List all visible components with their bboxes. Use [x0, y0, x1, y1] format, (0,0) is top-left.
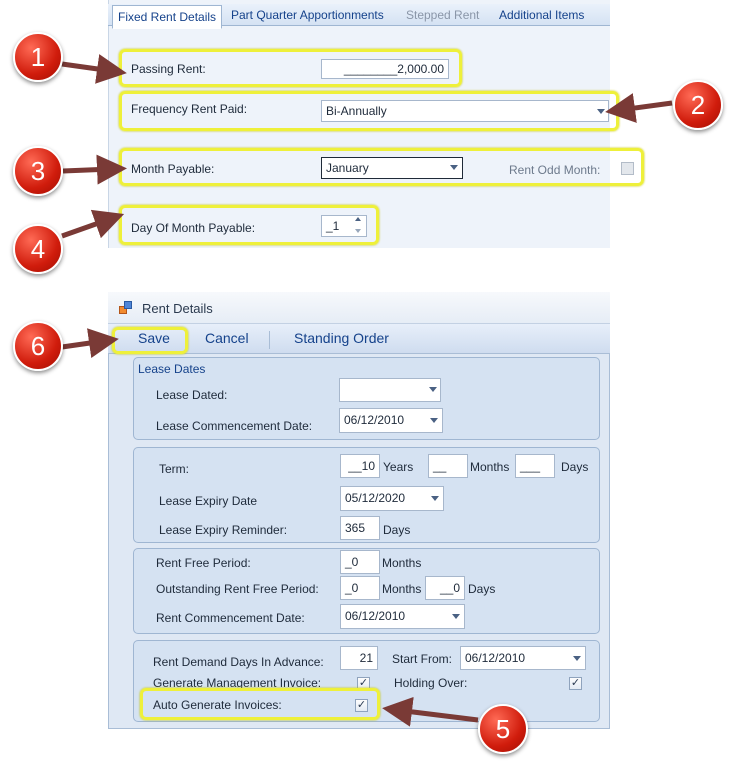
term-days-input[interactable]: ___ [515, 454, 555, 478]
window-titlebar [108, 292, 610, 324]
passing-rent-input[interactable]: ________2,000.00 [321, 59, 449, 79]
rent-commencement-date-value: 06/12/2010 [345, 609, 406, 623]
highlight-save [112, 327, 188, 354]
frequency-rent-paid-value: Bi-Annually [326, 104, 387, 118]
holding-over-checkbox[interactable] [569, 677, 582, 690]
rent-free-period-input[interactable]: _0 [340, 550, 380, 574]
start-from-select[interactable] [460, 646, 586, 670]
term-months-input[interactable]: __ [428, 454, 468, 478]
day-of-month-payable-value: _1 [326, 219, 340, 233]
rent-commencement-date-select[interactable] [340, 604, 465, 629]
lease-expiry-reminder-label: Lease Expiry Reminder: [159, 523, 288, 537]
outstanding-rent-free-period-label: Outstanding Rent Free Period: [156, 582, 319, 596]
reminder-days-label: Days [383, 523, 411, 537]
highlight-month-payable [119, 148, 644, 186]
lease-expiry-date-value: 05/12/2020 [345, 491, 406, 505]
standing-order-button[interactable]: Standing Order [294, 330, 389, 346]
checkmark-icon: ✓ [570, 677, 581, 689]
lease-dated-label: Lease Dated: [156, 388, 228, 402]
tab-fixed-rent-details[interactable]: Fixed Rent Details [112, 5, 222, 29]
highlight-auto-generate [140, 688, 380, 720]
callout-5: 5 [478, 704, 528, 754]
tab-strip [108, 4, 610, 26]
start-from-value: 06/12/2010 [465, 651, 526, 665]
checkmark-icon: ✓ [356, 699, 367, 711]
tab-additional-items[interactable]: Additional Items [499, 8, 585, 22]
lease-dated-select[interactable] [339, 378, 441, 402]
callout-3: 3 [13, 146, 63, 196]
lease-dates-title: Lease Dates [138, 362, 206, 376]
lease-expiry-date-select[interactable] [340, 486, 444, 511]
term-years-input[interactable]: __10 [340, 454, 380, 478]
arrow-4 [62, 219, 110, 236]
holding-over-label: Holding Over: [394, 676, 468, 690]
rent-commencement-date-label: Rent Commencement Date: [156, 611, 305, 625]
outstanding-days-label: Days [468, 582, 496, 596]
arrow-1 [62, 64, 112, 71]
lease-commencement-date-select[interactable] [339, 408, 443, 433]
arrow-3 [63, 169, 112, 171]
lease-expiry-reminder-input[interactable]: 365 [340, 516, 380, 540]
lease-expiry-date-label: Lease Expiry Date [159, 494, 258, 508]
start-from-label: Start From: [392, 652, 453, 666]
generate-management-invoice-label: Generate Management Invoice: [153, 676, 322, 690]
tab-part-quarter-apportionments[interactable]: Part Quarter Apportionments [231, 8, 384, 22]
callout-2: 2 [673, 80, 723, 130]
rent-demand-days-label: Rent Demand Days In Advance: [153, 655, 324, 669]
months-label: Months [470, 460, 510, 474]
outstanding-months-input[interactable]: _0 [340, 576, 380, 600]
outstanding-months-label: Months [382, 582, 422, 596]
highlight-frequency [119, 91, 619, 131]
rent-free-months-label: Months [382, 556, 422, 570]
app-icon [119, 301, 133, 315]
outstanding-days-input[interactable]: __0 [425, 576, 465, 600]
month-payable-label: Month Payable: [131, 162, 215, 176]
frequency-rent-paid-label: Frequency Rent Paid: [131, 102, 248, 116]
lease-commencement-date-value: 06/12/2010 [344, 413, 405, 427]
chevron-down-icon[interactable] [429, 387, 437, 392]
days-label: Days [561, 460, 589, 474]
highlight-passing-rent [119, 49, 462, 87]
chevron-down-icon[interactable] [430, 418, 438, 423]
chevron-down-icon[interactable] [573, 656, 581, 661]
auto-generate-invoices-label: Auto Generate Invoices: [153, 698, 282, 712]
rent-demand-days-input[interactable]: 21 [340, 646, 378, 670]
years-label: Years [383, 460, 414, 474]
callout-6: 6 [13, 321, 63, 371]
cancel-button[interactable]: Cancel [205, 330, 249, 346]
rent-odd-month-label: Rent Odd Month: [509, 163, 601, 177]
chevron-down-icon[interactable] [452, 614, 460, 619]
lease-commencement-date-label: Lease Commencement Date: [156, 419, 313, 433]
arrow-6 [62, 341, 104, 347]
checkmark-icon: ✓ [358, 677, 369, 689]
term-label: Term: [159, 462, 189, 476]
month-payable-value: January [326, 161, 369, 175]
tab-stepped-rent[interactable]: Stepped Rent [406, 8, 480, 22]
passing-rent-label: Passing Rent: [131, 62, 206, 76]
save-button[interactable]: Save [138, 330, 170, 346]
highlight-day-of-month [119, 205, 379, 245]
window-title: Rent Details [142, 301, 213, 316]
day-of-month-payable-label: Day Of Month Payable: [131, 221, 256, 235]
arrow-2 [620, 103, 672, 110]
rent-free-period-label: Rent Free Period: [156, 556, 251, 570]
callout-1: 1 [13, 32, 63, 82]
callout-4: 4 [13, 224, 63, 274]
chevron-down-icon[interactable] [431, 496, 439, 501]
toolbar-divider [269, 331, 270, 349]
